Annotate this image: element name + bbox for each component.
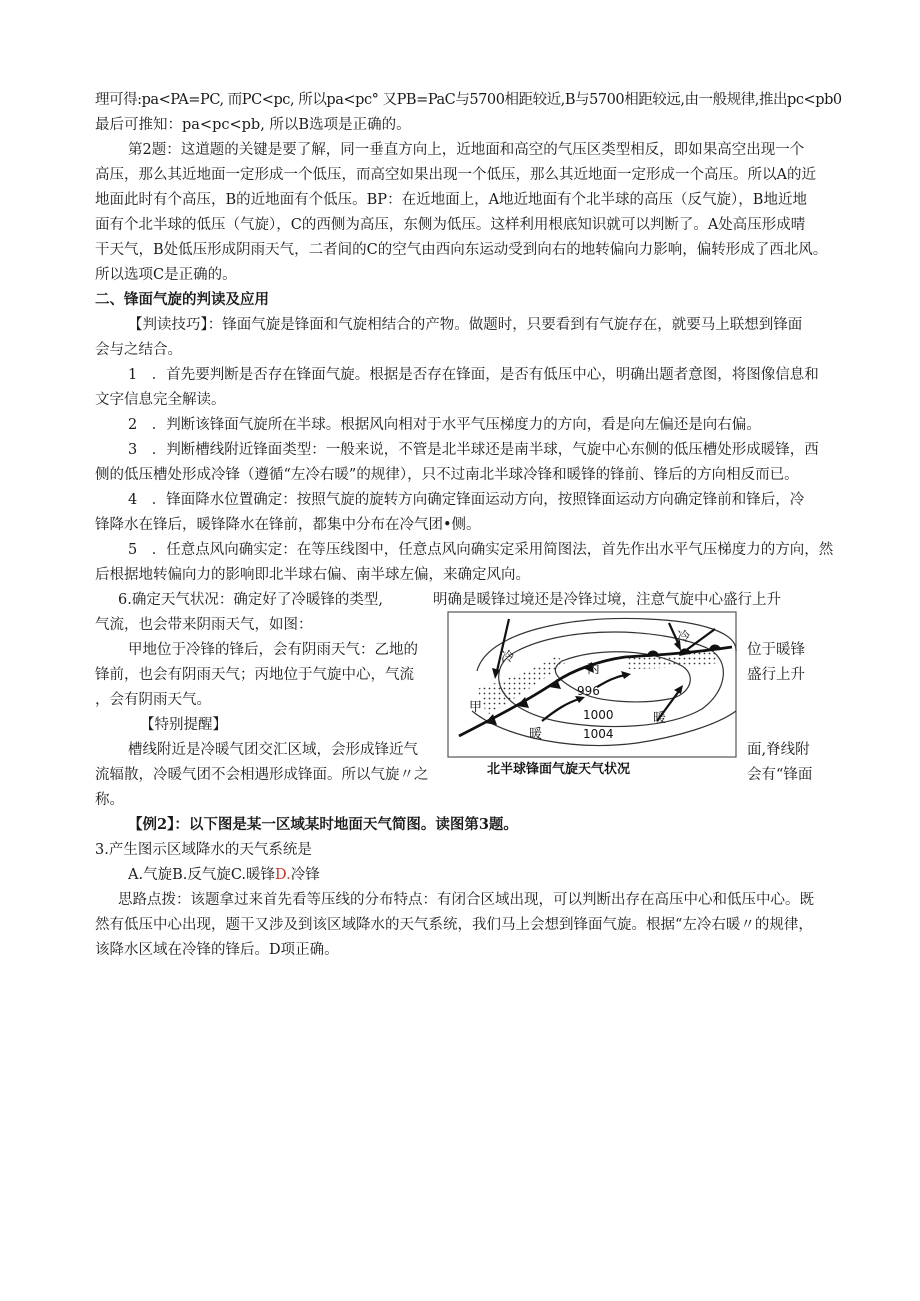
- text-line: 盛行上升: [747, 667, 805, 683]
- text-line: 槽线附近是冷暖气团交汇区域，会形成锋近气: [128, 742, 418, 758]
- text-line: 后根据地转偏向力的影响即北半球右偏、南半球左偏，来确定风向。: [95, 567, 530, 583]
- question: 3.产生图示区域降水的天气系统是: [95, 842, 312, 858]
- text-line: 明确是暖锋过境还是冷锋过境，注意气旋中心盛行上升: [433, 592, 781, 608]
- section-heading: 二、锋面气旋的判读及应用: [95, 292, 269, 308]
- text-line: 第2题：这道题的关键是要了解，同一垂直方向上，近地面和高空的气压区类型相反，即如果高空出现一个: [128, 142, 805, 158]
- label-1000: 1000: [583, 708, 614, 722]
- text-line: 文字信息完全解读。: [95, 392, 226, 408]
- text-line: 高压，那么其近地面一定形成一个低压，而高空如果出现一个低压，那么其近地面一定形成一个高压。所以A的近: [95, 167, 816, 183]
- label-warm-bottom: 暖: [529, 727, 543, 742]
- option-d-text: 冷锋: [290, 867, 320, 883]
- label-cold-left: 冷: [501, 650, 515, 665]
- figure-caption: 北半球锋面气旋天气状况: [487, 762, 631, 777]
- list-item: 2 ．判断该锋面气旋所在半球。根据风向相对于水平气压梯度力的方向，看是向左偏还是向右偏。: [128, 417, 761, 433]
- text-line: 【特别提醒】: [140, 717, 227, 733]
- list-item: 3 ．判断槽线附近锋面类型：一般来说，不管是北半球还是南半球，气旋中心东侧的低压槽处形成暖锋，西: [128, 442, 819, 458]
- list-item: 6.确定天气状况：确定好了冷暖锋的类型,: [118, 592, 383, 608]
- text-line: 位于暖锋: [747, 642, 805, 658]
- example-heading: 【例2】：以下图是某一区域某时地面天气简图。读图第3题。: [128, 816, 518, 833]
- text-line: 然有低压中心出现，题干又涉及到该区域降水的天气系统，我们马上会想到锋面气旋。根据“左冷右暖〃的规律，: [95, 917, 813, 933]
- list-item: 4 ．锋面降水位置确定：按照气旋的旋转方向确定锋面运动方向，按照锋面运动方向确定锋前和锋后，冷: [128, 492, 805, 508]
- text-line: ，会有阴雨天气。: [95, 692, 211, 708]
- text-line: 面,脊线附: [747, 742, 810, 758]
- text-line: 锋前，也会有阴雨天气；丙地位于气旋中心，气流: [95, 667, 414, 683]
- label-bing: 丙: [587, 662, 601, 677]
- text-line: 【判读技巧】：锋面气旋是锋面和气旋相结合的产物。做题时，只要看到有气旋存在，就要马上联想到锋面: [128, 317, 803, 333]
- text-line: 甲地位于冷锋的锋后，会有阴雨天气：乙地的: [128, 642, 418, 658]
- frontal-cyclone-diagram: [447, 611, 737, 781]
- answer-options: [128, 866, 320, 884]
- label-996: 996: [577, 684, 600, 698]
- text-line: 地面此时有个高压，B的近地面有个低压。BP：在近地面上，A地近地面有个北半球的高压（反气旋），B地近地: [95, 192, 807, 208]
- text-line: 称。: [95, 792, 124, 808]
- text-line: 会与之结合。: [95, 342, 182, 358]
- text-line: 理可得:pa<PA=PC, 而PC<pc, 所以pa<pc° 又PB=PaC与5700相距较近,B与5700相距较远,由一般规律,推出pc<pb0: [95, 92, 842, 108]
- text-line: 最后可推知：pa<pc<pb, 所以B选项是正确的。: [95, 117, 411, 133]
- list-item: 1 ．首先要判断是否存在锋面气旋。根据是否存在锋面，是否有低压中心，明确出题者意图，将图像信息和: [128, 367, 819, 383]
- option-d-letter: D.: [275, 867, 291, 883]
- text-line: 该降水区域在冷锋的锋后。D项正确。: [95, 942, 339, 958]
- label-warm-right: 暖: [653, 711, 667, 726]
- options-abc: A.气旋B.反气旋C.暖锋: [128, 867, 276, 883]
- label-1004: 1004: [583, 727, 614, 741]
- label-cold-right: 冷: [677, 630, 691, 645]
- list-item: 5 ．任意点风向确实定：在等压线图中，任意点风向确实定采用简图法，首先作出水平气压梯度力的方向，然: [128, 542, 834, 558]
- text-line: 流辐散，冷暖气团不会相遇形成锋面。所以气旋〃之: [95, 767, 429, 783]
- text-line: 气流，也会带来阴雨天气，如图：: [95, 617, 313, 633]
- text-line: 侧的低压槽处形成冷锋（遵循“左冷右暖”的规律），只不过南北半球冷锋和暖锋的锋前、锋后的方向相反而已。: [95, 467, 799, 483]
- text-line: 锋降水在锋后，暖锋降水在锋前，都集中分布在冷气团•侧。: [95, 517, 481, 533]
- text-line: 思路点拨：该题拿过来首先看等压线的分布特点：有闭合区域出现，可以判断出存在高压中心和低压中心。既: [118, 892, 814, 908]
- text-line: 干天气，B处低压形成阴雨天气，二者间的C的空气由西向东运动受到向右的地转偏向力影响，偏转形成了西北风。: [95, 242, 828, 258]
- text-line: 所以选项C是正确的。: [95, 267, 237, 283]
- text-line: 会有“锋面: [747, 767, 813, 783]
- text-line: 面有个北半球的低压（气旋），C的西侧为高压，东侧为低压。这样利用根底知识就可以判断了。A处高压形成晴: [95, 217, 806, 233]
- label-jia: 甲: [469, 700, 483, 715]
